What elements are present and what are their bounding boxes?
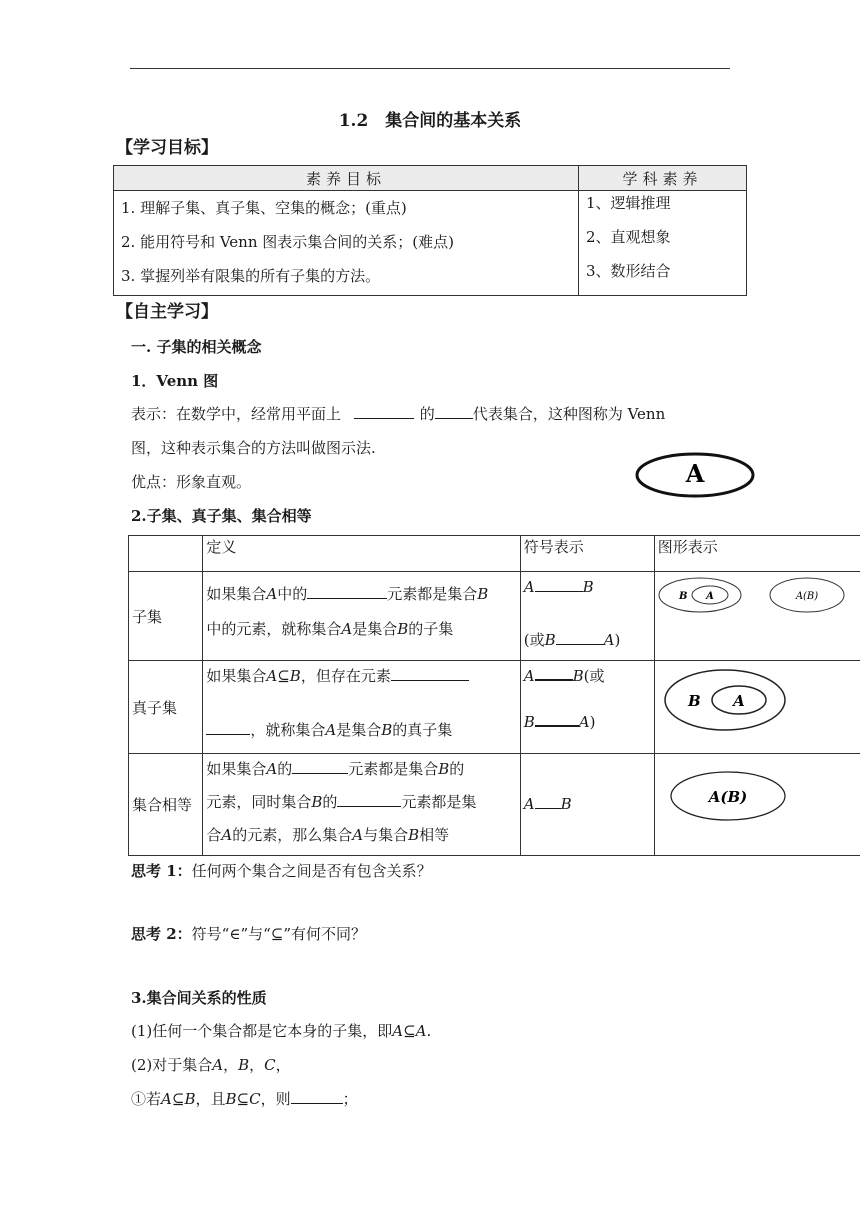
proper-subset-symbol [520,661,654,754]
text: 的 [449,760,465,778]
text: ，则 [260,1090,291,1108]
text: ①若 [131,1090,162,1108]
text: 是集合 [352,620,398,638]
text: ⊆ [236,1090,250,1108]
section-heading-self-study: 【自主学习】 [116,302,218,322]
text: 的 [322,793,338,811]
subset-table [128,535,860,856]
think-text: 符号“∈”与“⊆”有何不同？ [191,925,367,943]
think-question-1 [131,860,432,881]
header-figure: 图形表示 [654,536,860,572]
equal-sets-figure [654,754,860,856]
subset-definition [203,572,520,661]
property-2: (2)对于集合A，B，C， [131,1056,291,1074]
property-2-item-1 [131,1088,358,1109]
think-question-2 [131,923,366,944]
literacy-item: 1、逻辑推理 [586,194,671,212]
think-text: 任何两个集合之间是否有包含关系？ [191,862,432,880]
venn-label-b: B [678,591,688,602]
var: B [184,1090,196,1108]
var: A [325,721,337,739]
fill-blank [292,759,348,774]
var: B [523,713,535,731]
var: A [341,620,353,638]
var: C [249,1090,261,1108]
text: 相等 [419,826,450,844]
text: 的 [419,405,435,423]
var: A [523,578,535,596]
goals-header-literacy: 学科素养 [579,166,747,191]
text: 的 [277,760,293,778]
fill-blank [535,577,583,592]
var: B [544,631,556,649]
text: 合 [206,826,222,844]
venn-diagram-a [634,451,756,499]
venn-definition-line2: 图，这种表示集合的方法叫做图示法. [131,439,376,457]
text: 元素，同时集合 [206,793,312,811]
header-definition: 定义 [203,536,520,572]
text: ，且 [195,1090,226,1108]
venn-label-ab: A(B) [795,591,818,602]
var: C [264,1056,276,1074]
part1-heading: 一. 子集的相关概念 [131,338,262,356]
var: A [603,631,615,649]
text: 中的元素，就称集合 [206,620,342,638]
text: 的元素，那么集合 [232,826,353,844]
header-symbol: 符号表示 [520,536,654,572]
var: A [212,1056,224,1074]
fill-blank [307,584,387,599]
fill-blank [337,792,401,807]
venn-advantage: 优点：形象直观。 [131,473,252,491]
text: 的真子集 [392,721,453,739]
var: B [408,826,420,844]
equal-sets-definition [203,754,520,856]
text: 元素都是集合 [387,585,478,603]
goals-header-targets: 素养目标 [114,166,579,191]
text: 中的 [277,585,308,603]
subset-symbol [520,572,654,661]
goals-table [113,165,747,296]
goal-item: 1. 理解子集、真子集、空集的概念；(重点) [121,199,407,217]
fill-blank [535,794,561,809]
subset-figure [654,572,860,661]
var: B [397,620,409,638]
header-empty [129,536,203,572]
text: ⊆ [171,1090,185,1108]
fill-blank [556,630,604,645]
text: 如果集合 [206,760,267,778]
think-label: 思考 2： [131,925,192,943]
var: B [225,1090,237,1108]
var: A [578,713,590,731]
text: ，但存在元素 [300,667,391,685]
var: B [289,667,301,685]
fill-blank [435,404,473,419]
text: 的子集 [408,620,454,638]
proper-subset-definition [203,661,520,754]
page-title: 1.2 集合间的基本关系 [338,111,522,131]
subset-venn-diagrams [655,574,845,624]
var: B [572,667,584,685]
text: ； [342,1090,358,1108]
literacy-item: 2、直观想象 [586,228,671,246]
venn-label-a: A [705,591,714,602]
text: (2)对于集合 [131,1056,213,1074]
venn-label: A [685,459,705,488]
var: B [381,721,393,739]
var: A [221,826,233,844]
row-name-subset: 子集 [129,572,203,661]
var: A [266,585,278,603]
venn-heading: 1．Venn 图 [131,372,219,390]
row-name-equal-sets: 集合相等 [129,754,203,856]
proper-subset-figure [654,661,860,754]
var: B [438,760,450,778]
text: 元素都是集合 [348,760,439,778]
venn-label-a: A [732,692,745,710]
text: 如果集合 [206,585,267,603]
var: B [582,578,594,596]
var: A⊆A. [392,1022,432,1040]
text: 表示：在数学中，经常用平面上 [131,405,342,423]
text: 是集合 [336,721,382,739]
goals-list [114,191,579,296]
var: A [523,795,535,813]
var: A [266,760,278,778]
goal-item: 2. 能用符号和 Venn 图表示集合间的关系；(难点) [121,233,454,251]
text: ⊆ [277,667,290,685]
text: ) [614,631,621,649]
var: A [352,826,364,844]
var: B [477,585,489,603]
fill-blank [535,711,579,727]
text: (或 [583,667,605,685]
venn-definition-line [131,403,665,424]
part2-heading: 2.子集、真子集、集合相等 [131,507,312,525]
goal-item: 3. 掌握列举有限集的所有子集的方法。 [121,267,381,285]
proper-subset-venn-diagram [661,667,801,737]
fill-blank [535,665,573,681]
var: B [560,795,572,813]
var: B [311,793,323,811]
equal-sets-venn-diagram [665,770,805,840]
text: (1)任何一个集合都是它本身的子集，即 [131,1022,393,1040]
header-rule [130,68,730,69]
equal-sets-symbol [520,754,654,856]
venn-label-ab: A(B) [708,788,748,806]
text: ，就称集合 [250,721,326,739]
fill-blank [354,404,414,419]
section-heading-objectives: 【学习目标】 [116,138,218,158]
var: A [266,667,278,685]
literacy-list [579,191,747,296]
property-1 [131,1020,431,1041]
think-label: 思考 1： [131,862,192,880]
literacy-item: 3、数形结合 [586,262,671,280]
text: (或 [523,631,545,649]
var: A [161,1090,172,1108]
var: A [523,667,535,685]
part3-heading: 3.集合间关系的性质 [131,989,267,1007]
row-name-proper-subset: 真子集 [129,661,203,754]
var: B [238,1056,250,1074]
venn-label-b: B [687,692,701,710]
fill-blank [206,720,250,735]
text: 元素都是集 [401,793,477,811]
fill-blank [391,666,469,681]
text: 与集合 [363,826,409,844]
text: ) [589,713,596,731]
text: 如果集合 [206,667,267,685]
fill-blank [291,1089,343,1104]
text: 代表集合，这种图称为 Venn [472,405,666,423]
